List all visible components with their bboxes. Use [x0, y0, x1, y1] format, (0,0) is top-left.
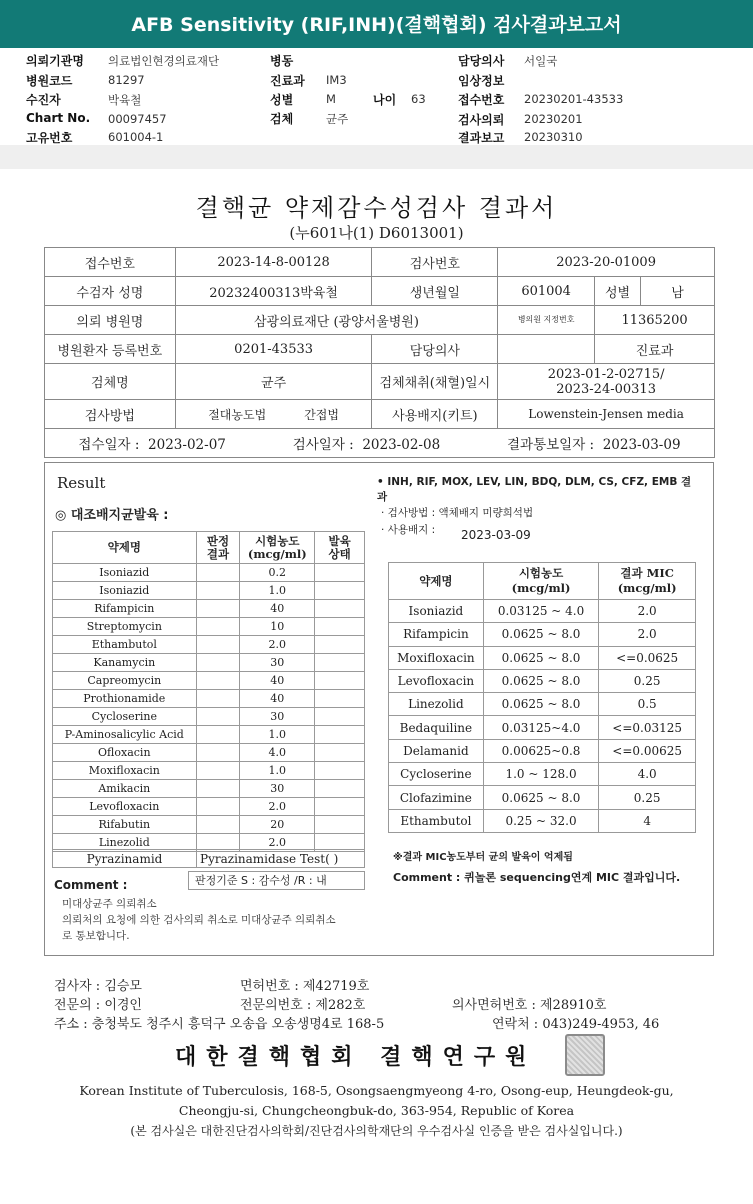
comment-label: Comment : — [54, 878, 128, 892]
table-cell: Linezolid — [389, 693, 484, 716]
table-cell — [315, 816, 365, 834]
table-cell: Amikacin — [53, 780, 197, 798]
table-cell: Delamanid — [389, 739, 484, 762]
specialist: 전문의 : 이경인 — [54, 998, 142, 1013]
table-row — [389, 786, 696, 809]
contact: 연락처 : 043)249-4953, 46 — [492, 1017, 660, 1032]
unique-value: 601004-1 — [108, 130, 164, 144]
hosp-code-label: 병의원 지정번호 — [498, 306, 595, 335]
left-table-header: 시험농도 (mcg/ml) — [240, 532, 315, 564]
name-label: 수검자 성명 — [45, 277, 176, 306]
table-cell — [315, 582, 365, 600]
table-row — [53, 744, 365, 762]
notified-label: 결과통보일자 : — [507, 437, 595, 453]
dept-value: IM3 — [326, 73, 347, 87]
table-cell: Ethambutol — [53, 636, 197, 654]
sex: 남 — [641, 277, 715, 306]
table-cell: 30 — [240, 780, 315, 798]
table-row — [53, 636, 365, 654]
pyrazinamid-test: Pyrazinamidase Test( ) — [197, 850, 365, 868]
report-title-banner: AFB Sensitivity (RIF,INH)(결핵협회) 검사결과보고서 — [0, 0, 753, 48]
chart-label: Chart No. — [26, 111, 91, 125]
table-cell — [196, 654, 240, 672]
table-cell: 40 — [240, 672, 315, 690]
table-cell: 10 — [240, 618, 315, 636]
table-cell: Prothionamide — [53, 690, 197, 708]
tested-label: 검사일자 : — [292, 437, 354, 453]
method-label: 검사방법 — [45, 400, 176, 429]
comment-line: 로 통보합니다. — [62, 930, 130, 942]
clinical-label: 임상정보 — [458, 74, 505, 88]
method-2: 간접법 — [304, 407, 339, 422]
sex-label: 성별 — [270, 93, 294, 107]
reg: 0201-43533 — [175, 335, 372, 364]
received-label: 접수일자 : — [78, 437, 140, 453]
table-cell: 0.5 — [599, 693, 696, 716]
request-label: 검사의뢰 — [458, 113, 505, 127]
result-title: Result — [57, 474, 106, 492]
table-cell — [315, 636, 365, 654]
table-cell: 1.0 — [240, 726, 315, 744]
table-cell: 2.0 — [240, 834, 315, 852]
mic-date: 2023-03-09 — [461, 528, 531, 542]
table-cell: 0.0625 ~ 8.0 — [483, 693, 599, 716]
table-cell — [315, 780, 365, 798]
mic-note: ※결과 MIC농도부터 균의 발육이 억제됨 — [393, 852, 573, 863]
doctor-license: 의사면허번호 : 제28910호 — [452, 998, 607, 1013]
english-address-2: Cheongju-si, Chungcheongbuk-do, 363-954, Republic of Korea — [178, 1103, 575, 1118]
hospital-value: 의료법인현경의료재단 — [108, 54, 220, 68]
left-table-header: 약제명 — [53, 532, 197, 564]
table-cell: 0.0625 ~ 8.0 — [483, 786, 599, 809]
table-cell: 4.0 — [240, 744, 315, 762]
mic-media: · 사용배지 : — [381, 524, 436, 536]
table-cell: 2.0 — [240, 798, 315, 816]
doctor-value: 서일국 — [524, 54, 558, 68]
table-cell: Isoniazid — [389, 600, 484, 623]
table-cell: 0.25 — [599, 669, 696, 692]
method-1: 절대농도법 — [208, 407, 267, 422]
pyrazinamid-row — [52, 849, 365, 868]
table-row — [389, 716, 696, 739]
table-cell: 0.25 ~ 32.0 — [483, 809, 599, 832]
table-cell: 0.2 — [240, 564, 315, 582]
table-cell — [196, 744, 240, 762]
table-row — [389, 600, 696, 623]
mic-table-header: 약제명 — [389, 563, 484, 600]
document-title: 결핵균 약제감수성검사 결과서 — [195, 194, 558, 222]
separator-bar — [0, 145, 753, 169]
table-cell: Rifampicin — [389, 623, 484, 646]
code-label: 병원코드 — [26, 74, 73, 88]
seal-stamp — [565, 1034, 605, 1076]
patient-label: 수진자 — [26, 93, 61, 107]
table-cell — [196, 798, 240, 816]
table-cell — [315, 708, 365, 726]
test-no: 2023-20-01009 — [498, 248, 715, 277]
table-cell: Ethambutol — [389, 809, 484, 832]
tester-license: 면허번호 : 제42719호 — [240, 979, 370, 994]
table-cell — [196, 726, 240, 744]
table-row — [389, 669, 696, 692]
table-cell — [315, 798, 365, 816]
control-growth-label: ◎ 대조배지균발육 : — [55, 508, 169, 523]
table-cell: Linezolid — [53, 834, 197, 852]
specialist-no: 전문의번호 : 제282호 — [240, 998, 366, 1013]
table-cell — [315, 672, 365, 690]
dob-label: 생년월일 — [372, 277, 498, 306]
notified: 2023-03-09 — [602, 437, 681, 453]
table-cell: Capreomycin — [53, 672, 197, 690]
table-cell — [196, 780, 240, 798]
table-cell — [315, 762, 365, 780]
patient-info-table — [44, 247, 715, 458]
mic-comment: Comment : 퀴놀론 sequencing연계 MIC 결과입니다. — [393, 871, 681, 884]
dept-label: 진료과 — [595, 335, 715, 364]
table-cell: 1.0 — [240, 582, 315, 600]
table-cell: 4 — [599, 809, 696, 832]
table-cell: 40 — [240, 690, 315, 708]
document-subtitle: (누601나(1) D6013001) — [289, 224, 464, 240]
doctor-label: 담당의사 — [458, 54, 505, 68]
table-row — [53, 780, 365, 798]
reception-no: 2023-14-8-00128 — [175, 248, 372, 277]
unique-label: 고유번호 — [26, 131, 73, 145]
tested: 2023-02-08 — [362, 437, 441, 453]
judgement-criteria: 판정기준 S : 감수성 /R : 내 — [188, 871, 365, 890]
table-row — [53, 618, 365, 636]
table-cell: <=0.00625 — [599, 739, 696, 762]
table-cell — [315, 618, 365, 636]
mic-table-header: 결과 MIC (mcg/ml) — [599, 563, 696, 600]
table-cell: 30 — [240, 708, 315, 726]
table-row — [389, 693, 696, 716]
chart-value: 00097457 — [108, 112, 167, 126]
reg-label: 병원환자 등록번호 — [45, 335, 176, 364]
table-cell: Isoniazid — [53, 564, 197, 582]
table-row — [53, 672, 365, 690]
table-row — [53, 654, 365, 672]
collect: 2023-01-2-02715/ 2023-24-00313 — [498, 364, 715, 400]
table-cell: 0.03125~4.0 — [483, 716, 599, 739]
age-value: 63 — [411, 92, 426, 106]
table-cell: Rifampicin — [53, 600, 197, 618]
reception-no-label: 접수번호 — [45, 248, 176, 277]
dept-label: 진료과 — [270, 74, 305, 88]
tester: 검사자 : 김승모 — [54, 979, 142, 994]
hosp-code: 11365200 — [595, 306, 715, 335]
request-value: 20230201 — [524, 112, 583, 126]
table-cell — [196, 672, 240, 690]
address: 주소 : 충청북도 청주시 흥덕구 오송읍 오송생명4로 168-5 — [54, 1017, 385, 1032]
mic-table — [388, 562, 696, 833]
table-cell — [196, 564, 240, 582]
table-cell — [196, 600, 240, 618]
spec-label: 검체명 — [45, 364, 176, 400]
comment-line: 의뢰처의 요청에 의한 검사의뢰 취소로 미대상균주 의뢰취소 — [62, 914, 336, 926]
table-cell — [315, 744, 365, 762]
table-cell — [196, 690, 240, 708]
hosp-label: 의뢰 병원명 — [45, 306, 176, 335]
received: 2023-02-07 — [148, 437, 226, 453]
table-cell — [315, 690, 365, 708]
dates-row — [45, 429, 715, 458]
table-cell — [196, 582, 240, 600]
table-row — [53, 600, 365, 618]
table-cell: 1.0 ~ 128.0 — [483, 763, 599, 786]
table-row — [53, 762, 365, 780]
table-cell: Isoniazid — [53, 582, 197, 600]
table-cell: Kanamycin — [53, 654, 197, 672]
table-row — [389, 623, 696, 646]
left-table-header: 발육 상태 — [315, 532, 365, 564]
table-cell: Moxifloxacin — [389, 646, 484, 669]
table-row — [53, 564, 365, 582]
table-cell: 0.0625 ~ 8.0 — [483, 623, 599, 646]
table-row — [53, 708, 365, 726]
table-cell: 0.00625~0.8 — [483, 739, 599, 762]
organization-name: 대한결핵협회 결핵연구원 — [175, 1044, 537, 1070]
table-cell: 30 — [240, 654, 315, 672]
table-cell: 0.0625 ~ 8.0 — [483, 669, 599, 692]
table-cell: 4.0 — [599, 763, 696, 786]
pyrazinamid-name: Pyrazinamid — [53, 850, 197, 868]
report-label: 결과보고 — [458, 131, 505, 145]
table-cell: Streptomycin — [53, 618, 197, 636]
report-value: 20230310 — [524, 130, 583, 144]
dob: 601004 — [498, 277, 595, 306]
mic-method: · 검사방법 : 액체배지 미량희석법 — [381, 507, 534, 519]
table-cell: 0.03125 ~ 4.0 — [483, 600, 599, 623]
table-cell: Ofloxacin — [53, 744, 197, 762]
hospital-label: 의뢰기관명 — [26, 54, 84, 68]
code-value: 81297 — [108, 73, 145, 87]
sex-label: 성별 — [595, 277, 641, 306]
age-label: 나이 — [373, 93, 397, 107]
reception-label: 접수번호 — [458, 93, 505, 107]
left-table-header: 판정 결과 — [196, 532, 240, 564]
hosp: 삼광의료재단 (광양서울병원) — [175, 306, 497, 335]
spec: 균주 — [175, 364, 372, 400]
table-cell — [315, 726, 365, 744]
table-cell — [196, 708, 240, 726]
table-row — [53, 816, 365, 834]
mic-drug-list-cont: 과 — [377, 491, 388, 503]
table-row — [53, 798, 365, 816]
collect-label: 검체채취(채혈)일시 — [372, 364, 498, 400]
table-cell: Cycloserine — [389, 763, 484, 786]
method — [175, 400, 372, 429]
table-row — [389, 763, 696, 786]
absolute-method-table — [52, 531, 365, 852]
table-cell: Rifabutin — [53, 816, 197, 834]
mic-drug-list: • INH, RIF, MOX, LEV, LIN, BDQ, DLM, CS, CFZ, EMB 결 — [377, 476, 692, 488]
table-cell: 0.25 — [599, 786, 696, 809]
table-cell: 2.0 — [599, 623, 696, 646]
table-cell: 2.0 — [240, 636, 315, 654]
table-row — [389, 739, 696, 762]
table-cell: Bedaquiline — [389, 716, 484, 739]
table-row — [53, 726, 365, 744]
doctor — [498, 335, 595, 364]
certification: (본 검사실은 대한진단검사의학회/진단검사의학재단의 우수검사실 인증을 받은 검사실입니다.) — [130, 1124, 623, 1138]
patient-value: 박육철 — [108, 93, 142, 107]
table-cell: 2.0 — [599, 600, 696, 623]
doctor-label: 담당의사 — [372, 335, 498, 364]
patient-name: 20232400313박육철 — [175, 277, 372, 306]
table-cell: P-Aminosalicylic Acid — [53, 726, 197, 744]
table-cell: Levofloxacin — [389, 669, 484, 692]
table-cell: 0.0625 ~ 8.0 — [483, 646, 599, 669]
table-cell: Clofazimine — [389, 786, 484, 809]
table-cell: Moxifloxacin — [53, 762, 197, 780]
specimen-value: 균주 — [326, 112, 349, 126]
comment-line: 미대상균주 의뢰취소 — [62, 898, 157, 910]
table-cell — [315, 564, 365, 582]
header-info — [0, 0, 753, 145]
table-cell: 40 — [240, 600, 315, 618]
ward-label: 병동 — [270, 54, 294, 68]
table-cell: 20 — [240, 816, 315, 834]
table-row — [389, 646, 696, 669]
table-cell: 1.0 — [240, 762, 315, 780]
table-cell: Cycloserine — [53, 708, 197, 726]
table-cell — [196, 816, 240, 834]
english-address-1: Korean Institute of Tuberculosis, 168-5, Osongsaengmyeong 4-ro, Osong-eup, Heungdeok-gu, — [79, 1083, 674, 1098]
table-cell — [196, 636, 240, 654]
table-row — [53, 690, 365, 708]
table-row — [53, 582, 365, 600]
media: Lowenstein-Jensen media — [498, 400, 715, 429]
table-cell — [196, 618, 240, 636]
table-cell — [315, 600, 365, 618]
media-label: 사용배지(키트) — [372, 400, 498, 429]
table-cell: <=0.03125 — [599, 716, 696, 739]
mic-table-header: 시험농도 (mcg/ml) — [483, 563, 599, 600]
table-cell — [315, 654, 365, 672]
table-cell: <=0.0625 — [599, 646, 696, 669]
reception-value: 20230201-43533 — [524, 92, 624, 106]
specimen-label: 검체 — [270, 112, 294, 126]
test-no-label: 검사번호 — [372, 248, 498, 277]
table-cell: Levofloxacin — [53, 798, 197, 816]
table-row — [389, 809, 696, 832]
table-cell — [196, 762, 240, 780]
sex-value: M — [326, 92, 336, 106]
